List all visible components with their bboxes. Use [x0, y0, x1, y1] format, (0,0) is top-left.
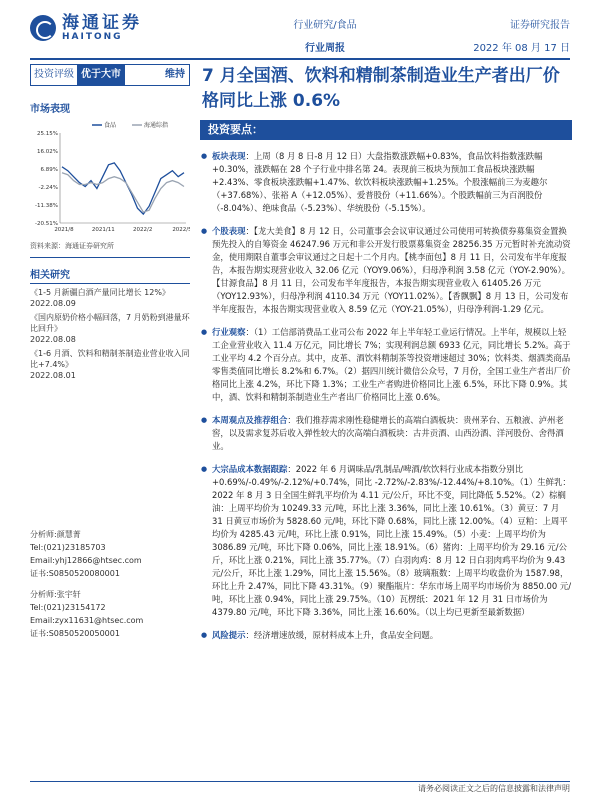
y-tick-label: -20.51%: [35, 221, 58, 227]
investment-rating: [30, 64, 190, 86]
report-header: [0, 0, 600, 62]
related-item[interactable]: [30, 348, 190, 381]
key-point: [200, 326, 572, 404]
related-item-title: 《国内原奶价格小幅回落，7 月奶粉到港量环比回升》: [30, 313, 190, 333]
key-point-text: ：我们推荐需求刚性稳健增长的高端白酒板块：贵州茅台、五粮液、泸州老窖，以及需求复苏后收入弹性较大的次高端白酒板块：古井贡酒、山西汾酒、洋河股份、舍得酒业。: [212, 415, 564, 451]
x-tick-label: 2021/8: [54, 227, 74, 233]
y-tick-label: 25.15%: [37, 131, 58, 137]
x-tick-label: 2022/2: [132, 227, 153, 233]
analyst-block: [30, 588, 190, 640]
key-points-list: [200, 150, 572, 642]
y-tick-label: -2.24%: [38, 185, 58, 191]
analyst-block: [30, 528, 190, 580]
company-logo: [30, 14, 142, 42]
report-category: 行业研究/食品: [293, 20, 357, 31]
y-tick-label: 6.89%: [40, 167, 58, 173]
x-tick-label: 2021/11: [91, 227, 115, 233]
related-item-date: 2022.08.08: [30, 335, 76, 344]
key-point-label: 本周观点及推荐组合: [212, 415, 288, 425]
legend-label: 海通综指: [144, 122, 169, 129]
analyst-info: [30, 528, 190, 640]
analyst-email[interactable]: Email:zyx11631@htsec.com: [30, 616, 144, 625]
market-chart-svg: [30, 119, 190, 239]
key-point-text: ：【龙大美食】8 月 12 日，公司董事会会议审议通过公司使用可转换债券募集资金置换预先投入的自筹资金 46247.96 万元和非公开发行股票募集资金 28256.35 万元暂时补充流动资金，使用期限自董事会审议通过之日起十二个月内。【桃李面包】8 月 11 日，公司发布半年度报告，本报告期实现营业收入 32.06 亿元（YOY9.06%），归母净利润 3.58 亿元（YOY-2.90%）。【甘源食品】8 月 11 日，公司发布半年度报告，本报告期实现营业收入 61405.26 万元（YOY12.93%），归母净利润 4110.34 万元（YOY11.02%）。【香飘飘】8 月 13 日，公司发布半年度报告，本报告期实现营业收入 8.59 亿元（YOY-21.05%），归母净利润-1.29 亿元。: [212, 226, 571, 314]
key-point-label: 个股表现: [212, 226, 246, 236]
analyst-tel: Tel:(021)23185703: [30, 543, 106, 552]
related-item-date: 2022.08.01: [30, 371, 76, 380]
key-point-text: ：（1）工信部消费品工业司公布 2022 年上半年轻工业运行情况。上半年，规模以上轻工企业营业收入 11.4 万亿元，同比增长 7%；实现利润总额 6933 亿元，同比增长 5.2%。高于工业平均 4.2 个百分点。其中，皮革、酒饮料精制茶等投资增速超过 30%；饮料类、烟酒类商品零售类值同比增长 8.2%和 6.7%。（2）据四川统计微信公众号，7 月份，全国工业生产者出厂价格同比上涨 4.2%，环比下降 1.3%；工业生产者购进价格同比上涨 6.5%，环比下降 0.9%。其中，酒、饮料和精制茶制造业生产者出厂价格同比上涨 0.6%。: [212, 327, 571, 402]
related-item-title: 《1-5 月新疆白酒产量同比增长 12%》: [30, 288, 170, 297]
main-content: [200, 64, 572, 642]
key-point: [200, 629, 572, 642]
report-title: 7 月全国酒、饮料和精制茶制造业生产者出厂价格同比上涨 0.6%: [202, 66, 560, 111]
related-item-date: 2022.08.09: [30, 299, 76, 308]
analyst-tel: Tel:(021)23154172: [30, 603, 106, 612]
analyst-email[interactable]: Email:yhj12866@htsec.com: [30, 556, 142, 565]
related-item-title: 《1-6 月酒、饮料和精制茶制造业营业收入同比+7.4%》: [30, 349, 190, 369]
key-point: [200, 150, 572, 215]
report-type: 证券研究报告: [510, 20, 570, 31]
disclaimer: 请务必阅读正文之后的信息披露和法律声明: [418, 784, 570, 793]
related-research-list: [30, 287, 190, 381]
analyst-name: 分析师:颜慧菁: [30, 530, 81, 539]
key-point-label: 板块表现: [212, 151, 246, 161]
report-date: 2022 年 08 月 17 日: [473, 43, 570, 54]
rating-label: 投资评级: [34, 69, 74, 80]
series-line-food: [62, 163, 184, 214]
related-research-title: 相关研究: [30, 266, 190, 284]
footer-divider: [30, 781, 570, 782]
y-tick-label: 16.02%: [37, 149, 58, 155]
logo-mark-icon: [30, 15, 56, 41]
report-subcategory: 行业周报: [305, 43, 345, 54]
related-item[interactable]: [30, 312, 190, 345]
key-point-text: ：2022 年 6 月调味品/乳制品/啤酒/软饮料行业成本指数分别比 +0.69%/-0.49%/-2.12%/+0.74%，同比 -2.72%/-2.83%/-12.44%/+8.10%。（1）生鲜乳：2022 年 8 月 3 日全国生鲜乳平均价为 4.11 元/公斤，环比不变，同比降低 5.52%。（2）棕榈油：上周平均价为 10249.33 元/吨，环比上涨 3.36%，同比上涨 10.61%。（3）黄豆：7 月 31 日黄豆市场价为 5828.60 元/吨，环比下降 0.68%，同比上涨 12.00%。（4）豆粕：上周平均价为 4285.43 元/吨，环比上涨 0.91%，同比上涨 15.49%。（5）小麦：上周平均价为 3086.89 元/吨，环比下降 0.06%，同比上涨 18.91%。（6）猪肉：上周平均价为 29.16 元/公斤，环比上涨 0.21%，同比上涨 35.77%。（7）白羽肉鸡：8 月 12 日白羽肉鸡平均价为 9.43 元/公斤，环比上涨 1.29%，同比上涨 15.56%。（8）玻璃瓶数：上周平均收盘价为 1587.98，环比上升 2.47%，同比下降 43.31%。（9）聚酯瓶片：华东市场上周平均市场价为 8850.00 元/吨，环比上涨 0.94%，同比上涨 29.75%。（10）瓦楞纸：2021 年 12 月 31 日市场价为 4379.80 元/吨，环比下降 3.36%，同比上涨 16.60%。（以上均已更新至最新数据）: [212, 464, 572, 617]
analyst-cert: 证书:S0850520050001: [30, 629, 120, 638]
y-tick-label: -11.38%: [35, 203, 58, 209]
key-point-text: ：经济增速放缓，原材料成本上升，食品安全问题。: [245, 630, 439, 640]
rating-value: 优于大市: [77, 65, 125, 85]
key-point-label: 大宗品成本数据跟踪: [212, 464, 288, 474]
market-performance-title: 市场表现: [30, 104, 70, 115]
chart-source: 资料来源：海通证券研究所: [30, 241, 190, 258]
series-line-index: [62, 173, 184, 212]
key-point: [200, 414, 572, 453]
key-point-label: 风险提示: [212, 630, 246, 640]
logo-chinese: 海通证券: [62, 13, 142, 33]
key-point: [200, 225, 572, 316]
header-divider: [30, 58, 570, 60]
analyst-name: 分析师:张宇轩: [30, 590, 81, 599]
sidebar: [30, 64, 190, 381]
analyst-cert: 证书:S0850520080001: [30, 569, 120, 578]
key-point-label: 行业观察: [212, 327, 246, 337]
related-item[interactable]: [30, 287, 190, 309]
key-point: [200, 463, 572, 619]
key-points-header: 投资要点：: [200, 120, 572, 140]
key-point-text: ：上周（8 月 8 日-8 月 12 日）大盘指数涨跌幅+0.83%，食品饮料指数涨跌幅+0.30%，涨跌幅在 28 个子行业中排名第 24。表现前三板块为预加工食品板块涨跌幅+2.43%、零食板块涨跌幅+1.47%、软饮料板块涨跌幅+1.25%。个股涨幅前三为麦趣尔（+37.68%）、张裕 A（+12.05%）、爱普股份（+11.66%）。个股跌幅前三为百润股份（-8.04%）、绝味食品（-5.23%）、华统股份（-5.15%）。: [212, 151, 548, 213]
rating-status: 维持: [165, 69, 185, 80]
x-tick-label: 2022/5: [172, 227, 190, 233]
logo-english: HAITONG: [62, 32, 123, 42]
legend-label: 食品: [104, 122, 117, 129]
market-chart: [30, 119, 190, 239]
